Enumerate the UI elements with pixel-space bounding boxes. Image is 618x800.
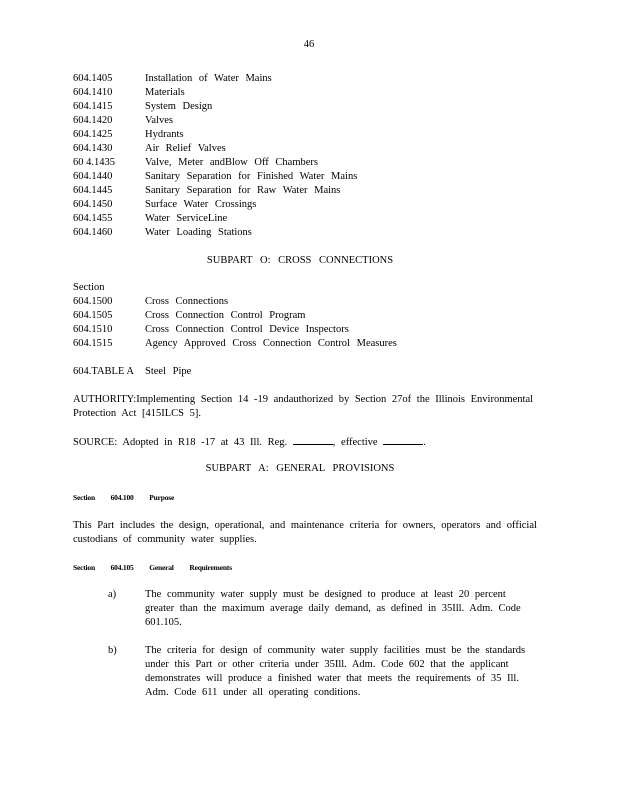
toc-number: 604.1410: [73, 87, 113, 98]
toc-row: [73, 198, 553, 212]
toc-row: [73, 212, 553, 226]
toc-number: 604.1445: [73, 185, 113, 196]
item-marker: a): [108, 589, 117, 600]
toc-number: 604.1500: [73, 296, 113, 307]
toc-row: [73, 156, 553, 170]
toc-title: Agency Approved Cross Connection Control Measures: [145, 338, 397, 349]
toc-title: Valves: [145, 115, 173, 126]
toc-number: 604.1510: [73, 324, 113, 335]
toc-row: [73, 365, 553, 379]
toc-title: Sanitary Separation for Finished Water Mains: [145, 171, 358, 182]
toc-title: Surface Water Crossings: [145, 199, 257, 210]
subpart-a-heading: SUBPART A: GENERAL PROVISIONS: [205, 463, 395, 474]
item-text: The community water supply must be designed to produce at least 20 percent greater than the maximum average daily demand, as defined in 35Ill. Adm. Code 601.105.: [145, 589, 521, 628]
section-604-105-heading: Section 604.105 General Requirements: [73, 563, 232, 572]
toc-number: 60 4.1435: [73, 157, 115, 168]
toc-row: [73, 128, 553, 142]
toc-title: Cross Connection Control Program: [145, 310, 306, 321]
section-header-label: Section: [73, 282, 105, 293]
toc-title: Installation of Water Mains: [145, 73, 272, 84]
purpose-paragraph: This Part includes the design, operational, and maintenance criteria for owners, operators and official custodians of community water supplies.: [73, 520, 537, 545]
toc-number: 604.1450: [73, 199, 113, 210]
toc-title: Steel Pipe: [145, 366, 192, 377]
toc-number: 604.1405: [73, 73, 113, 84]
toc-list-top: [73, 72, 553, 240]
toc-number: 604.1505: [73, 310, 113, 321]
toc-list-subpart-o: [73, 281, 553, 351]
toc-row: [73, 295, 553, 309]
subpart-o-heading: SUBPART O: CROSS CONNECTIONS: [206, 255, 394, 266]
toc-title: Hydrants: [145, 129, 184, 140]
toc-number: 604.1430: [73, 143, 113, 154]
toc-title: Cross Connection Control Device Inspectors: [145, 324, 349, 335]
toc-title: Sanitary Separation for Raw Water Mains: [145, 185, 341, 196]
toc-title: System Design: [145, 101, 213, 112]
effective-date-blank: [383, 434, 423, 445]
register-page-blank: [293, 434, 333, 445]
toc-row: [73, 72, 553, 86]
page-number: 46: [303, 39, 315, 50]
item-marker: b): [108, 645, 117, 656]
toc-number: 604.1455: [73, 213, 113, 224]
source-end: .: [423, 437, 426, 448]
toc-number: 604.TABLE A: [73, 366, 134, 377]
table-a-line: [73, 365, 553, 379]
toc-number: 604.1415: [73, 101, 113, 112]
toc-title: Air Relief Valves: [145, 143, 226, 154]
toc-number: 604.1460: [73, 227, 113, 238]
toc-title: Water ServiceLine: [145, 213, 228, 224]
toc-row: [73, 170, 553, 184]
toc-title: Valve, Meter andBlow Off Chambers: [145, 157, 318, 168]
toc-number: 604.1440: [73, 171, 113, 182]
section-column-header: [73, 281, 553, 295]
toc-title: Water Loading Stations: [145, 227, 252, 238]
toc-number: 604.1425: [73, 129, 113, 140]
requirement-item-b: [108, 644, 538, 700]
section-604-100-heading: Section 604.100 Purpose: [73, 493, 175, 502]
toc-row: [73, 337, 553, 351]
source-middle: , effective: [332, 437, 378, 448]
source-prefix: SOURCE: Adopted in R18 -17 at 43 Ill. Reg.: [73, 437, 288, 448]
toc-number: 604.1420: [73, 115, 113, 126]
item-text: The criteria for design of community water supply facilities must be the standards under this Part or other criteria under 35Ill. Adm. Code 602 that the applicant demonstrates will produce a finished water that meets the requirements of 35 Ill. Adm. Code 611 under all operating conditions.: [145, 645, 526, 698]
toc-row: [73, 86, 553, 100]
toc-row: [73, 226, 553, 240]
requirement-item-a: [108, 588, 538, 630]
source-note: [73, 434, 543, 450]
toc-title: Materials: [145, 87, 185, 98]
toc-row: [73, 100, 553, 114]
toc-number: 604.1515: [73, 338, 113, 349]
toc-row: [73, 142, 553, 156]
toc-row: [73, 309, 553, 323]
authority-note: AUTHORITY:Implementing Section 14 -19 andauthorized by Section 27of the Illinois Environmental Protection Act [415ILCS 5].: [73, 394, 534, 419]
toc-title: Cross Connections: [145, 296, 229, 307]
toc-row: [73, 114, 553, 128]
toc-row: [73, 323, 553, 337]
toc-row: [73, 184, 553, 198]
